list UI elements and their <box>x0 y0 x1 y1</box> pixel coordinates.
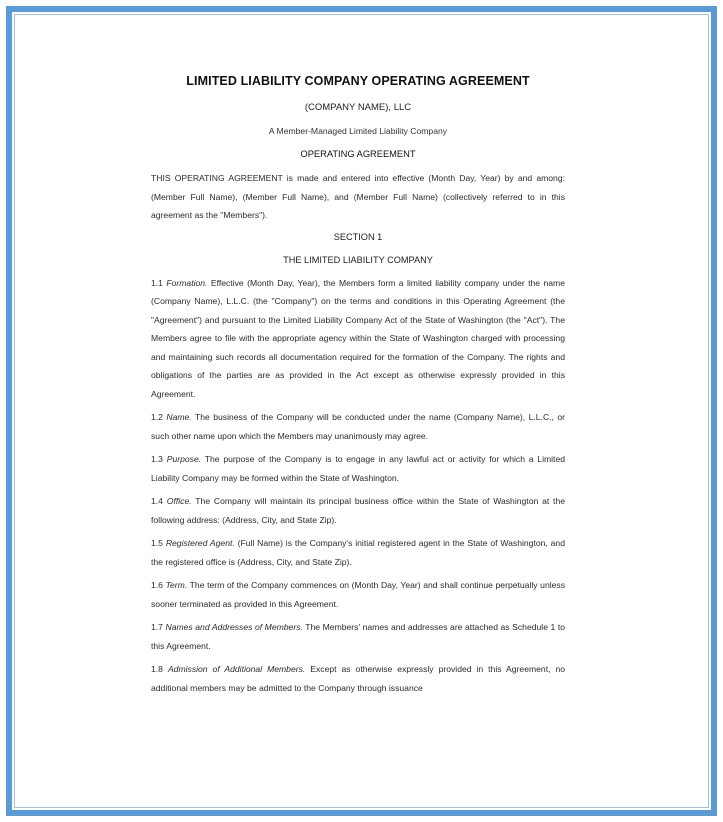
clause-label: Formation. <box>166 277 208 288</box>
clause-text: (Full Name) is the Company's initial registered agent in the State of Washington, and the registered office is (Address, City, and State Zip). <box>151 538 565 567</box>
document-page <box>151 74 565 702</box>
clause-number: 1.8 <box>151 664 163 674</box>
clause-1-2 <box>151 408 565 445</box>
company-type: A Member-Managed Limited Liability Company <box>268 126 448 136</box>
clause-number: 1.4 <box>151 496 163 506</box>
clause-label: Purpose. <box>166 454 202 464</box>
clause-number: 1.5 <box>151 538 163 548</box>
clause-text: The term of the Company commences on (Month Day, Year) and shall continue perpetually unless sooner terminated as provided in this Agreement. <box>151 580 566 609</box>
clause-text: The purpose of the Company is to engage in any lawful act or activity for which a Limited Liability Company may be formed within the State of Washington. <box>151 454 566 483</box>
clause-label: Admission of Additional Members. <box>167 664 306 674</box>
clause-label: Names and Addresses of Members. <box>165 622 303 632</box>
clause-label: Name. <box>166 412 192 422</box>
clause-1-6 <box>151 576 565 613</box>
clause-text: The Members' names and addresses are attached as Schedule 1 to this Agreement. <box>151 622 566 651</box>
clause-number: 1.1 <box>151 277 163 288</box>
clause-number: 1.6 <box>151 580 163 590</box>
clause-1-7 <box>151 618 565 655</box>
clause-text: The business of the Company will be conducted under the name (Company Name), L.L.C., or such other name upon which the Members may unanimously may agree. <box>151 412 565 441</box>
clause-text: Effective (Month Day, Year), the Members form a limited liability company under the name (Company Name), L.L.C. (the "Company") on the terms and conditions in this Operating Agreement (the "Agreement") and pursuant to the Limited Liability Company Act of the State of Washington (the "Act"). The Members agree to file with the appropriate agency within the State of Washington charged with processing and maintaining such records all documentation required for the formation of the Company. The rights and obligations of the parties are as provided in the Act except as otherwise expressly provided in this Agreement. <box>151 277 565 399</box>
clause-text: Except as otherwise expressly provided in this Agreement, no additional members may be admitted to the Company through issuance <box>151 664 566 693</box>
clause-label: Term. <box>165 580 188 590</box>
section-title: THE LIMITED LIABILITY COMPANY <box>283 254 433 265</box>
agreement-heading: OPERATING AGREEMENT <box>300 149 416 159</box>
clause-number: 1.3 <box>151 454 163 464</box>
clause-1-4 <box>151 492 565 529</box>
section-number: SECTION 1 <box>333 231 383 242</box>
clause-number: 1.2 <box>151 412 163 422</box>
document-title: LIMITED LIABILITY COMPANY OPERATING AGREEMENT <box>186 74 530 88</box>
clause-text: The Company will maintain its principal business office within the State of Washington at the following address: (Address, City, and State Zip). <box>151 496 566 525</box>
clause-1-3 <box>151 450 565 487</box>
clause-1-8 <box>151 660 565 697</box>
intro-paragraph: THIS OPERATING AGREEMENT is made and entered into effective (Month Day, Year) by and among: (Member Full Name), (Member Full Name), and (Member Full Name) (collectively referred to in this agreement as the "Members"). <box>151 173 565 220</box>
clause-label: Registered Agent. <box>165 538 235 548</box>
clause-label: Office. <box>166 496 192 506</box>
clause-number: 1.7 <box>151 622 163 632</box>
clause-1-5 <box>151 534 565 571</box>
company-name: (COMPANY NAME), LLC <box>304 102 412 113</box>
clause-1-1 <box>151 274 565 404</box>
